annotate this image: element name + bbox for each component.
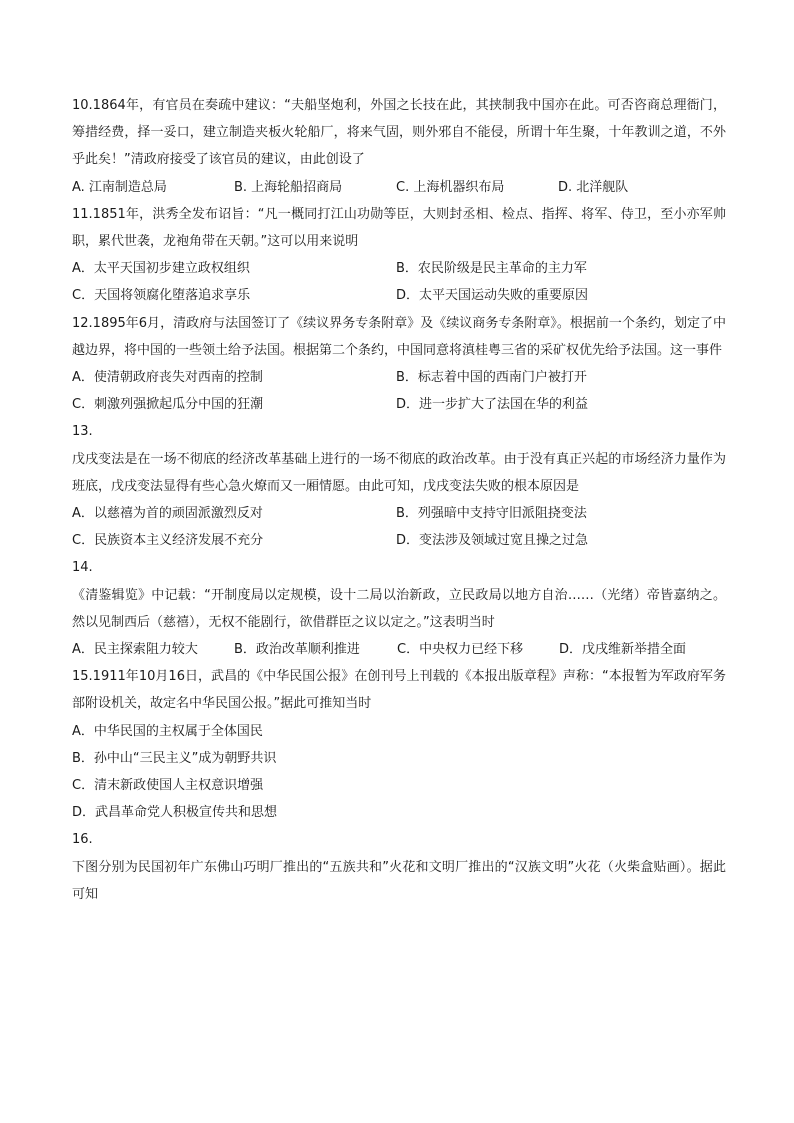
question-10 xyxy=(72,92,726,201)
options-row xyxy=(72,391,726,418)
options-row xyxy=(72,255,726,282)
option-d: D．武昌革命党人积极宣传共和思想 xyxy=(72,805,278,821)
question-stem: 10.1864年，有官员在奏疏中建议：“夫船坚炮利，外国之长技在此，其挟制我中国亦在此。可否咨商总理衙门，筹措经费，择一妥口，建立制造夹板火轮船厂，将来气固，则外邪自不能侵，所谓十年生聚，十年教训之道，不外乎此矣！”清政府接受了该官员的建议，由此创设了 xyxy=(72,98,726,168)
option-b: B．标志着中国的西南门户被打开 xyxy=(396,370,587,386)
option-b: B．政治改革顺利推进 xyxy=(234,642,360,658)
question-stem: 15.1911年10月16日，武昌的《中华民国公报》在创刊号上刊载的《本报出版章程》声称：“本报暂为军政府军务部附设机关，故定名中华民国公报。”据此可推知当时 xyxy=(72,669,726,712)
question-11 xyxy=(72,201,726,310)
options-row xyxy=(72,527,726,554)
option-a: A．使清朝政府丧失对西南的控制 xyxy=(72,370,263,386)
option-b: B. 上海轮船招商局 xyxy=(234,179,343,195)
question-stem: 戊戌变法是在一场不彻底的经济改革基础上进行的一场不彻底的政治改革。由于没有真正兴起的市场经济力量作为班底，戊戌变法显得有些心急火燎而又一厢情愿。由此可知，戊戌变法失败的根本原因是 xyxy=(72,451,726,494)
option-c: C．刺激列强掀起瓜分中国的狂潮 xyxy=(72,397,264,413)
question-number: 13. xyxy=(72,424,93,440)
options-row xyxy=(72,282,726,309)
option-d: D．进一步扩大了法国在华的利益 xyxy=(396,397,589,413)
option-c: C．中央权力已经下移 xyxy=(397,642,524,658)
option-a: A. 江南制造总局 xyxy=(72,179,167,195)
option-d: D．戊戌维新举措全面 xyxy=(559,642,687,658)
option-c: C．民族资本主义经济发展不充分 xyxy=(72,533,264,549)
option-d: D. 北洋舰队 xyxy=(558,179,629,195)
question-12 xyxy=(72,310,726,419)
option-b: B．列强暗中支持守旧派阻挠变法 xyxy=(396,506,587,522)
question-15 xyxy=(72,663,726,826)
option-c: C．清末新政使国人主权意识增强 xyxy=(72,778,264,794)
options-row xyxy=(72,174,726,201)
option-d: D．太平天国运动失败的重要原因 xyxy=(396,288,589,304)
options-row xyxy=(72,500,726,527)
option-b: B．农民阶级是民主革命的主力军 xyxy=(396,261,587,277)
question-number: 16. xyxy=(72,832,93,848)
options-row xyxy=(72,364,726,391)
question-number: 14. xyxy=(72,560,93,576)
option-a: A．民主探索阻力较大 xyxy=(72,642,198,658)
option-a: A．以慈禧为首的顽固派激烈反对 xyxy=(72,506,263,522)
option-c: C. 上海机器织布局 xyxy=(396,179,505,195)
question-stem: 11.1851年，洪秀全发布诏旨：“凡一概同打江山功勋等臣，大则封丞相、检点、指挥、将军、侍卫，至小亦军帅职，累代世袭，龙袍角带在天朝。”这可以用来说明 xyxy=(72,206,726,250)
question-16 xyxy=(72,826,726,908)
question-14 xyxy=(72,554,726,663)
option-d: D．变法涉及领域过宽且操之过急 xyxy=(396,533,589,549)
option-a: A．太平天国初步建立政权组织 xyxy=(72,261,250,277)
option-c: C．天国将领腐化堕落追求享乐 xyxy=(72,288,251,304)
option-b: B．孙中山“三民主义”成为朝野共识 xyxy=(72,750,277,766)
exam-page xyxy=(72,92,726,908)
question-stem: 12.1895年6月，清政府与法国签订了《续议界务专条附章》及《续议商务专条附章》。根据前一个条约，划定了中越边界，将中国的一些领土给予法国。根据第二个条约，中国同意将滇桂粤三省的采矿权优先给予法国。这一事件 xyxy=(72,315,726,358)
question-stem: 下图分别为民国初年广东佛山巧明厂推出的“五族共和”火花和文明厂推出的“汉族文明”火花（火柴盒贴画）。据此可知 xyxy=(72,859,726,902)
option-a: A．中华民国的主权属于全体国民 xyxy=(72,723,263,739)
options-row xyxy=(72,636,726,663)
question-stem: 《清鉴辑览》中记载：“开制度局以定规模，设十二局以治新政，立民政局以地方自治……（光绪）帝皆嘉纳之。然以见制西后（慈禧），无权不能剧行，欲借群臣之议以定之。”这表明当时 xyxy=(72,587,726,630)
question-13 xyxy=(72,418,726,554)
